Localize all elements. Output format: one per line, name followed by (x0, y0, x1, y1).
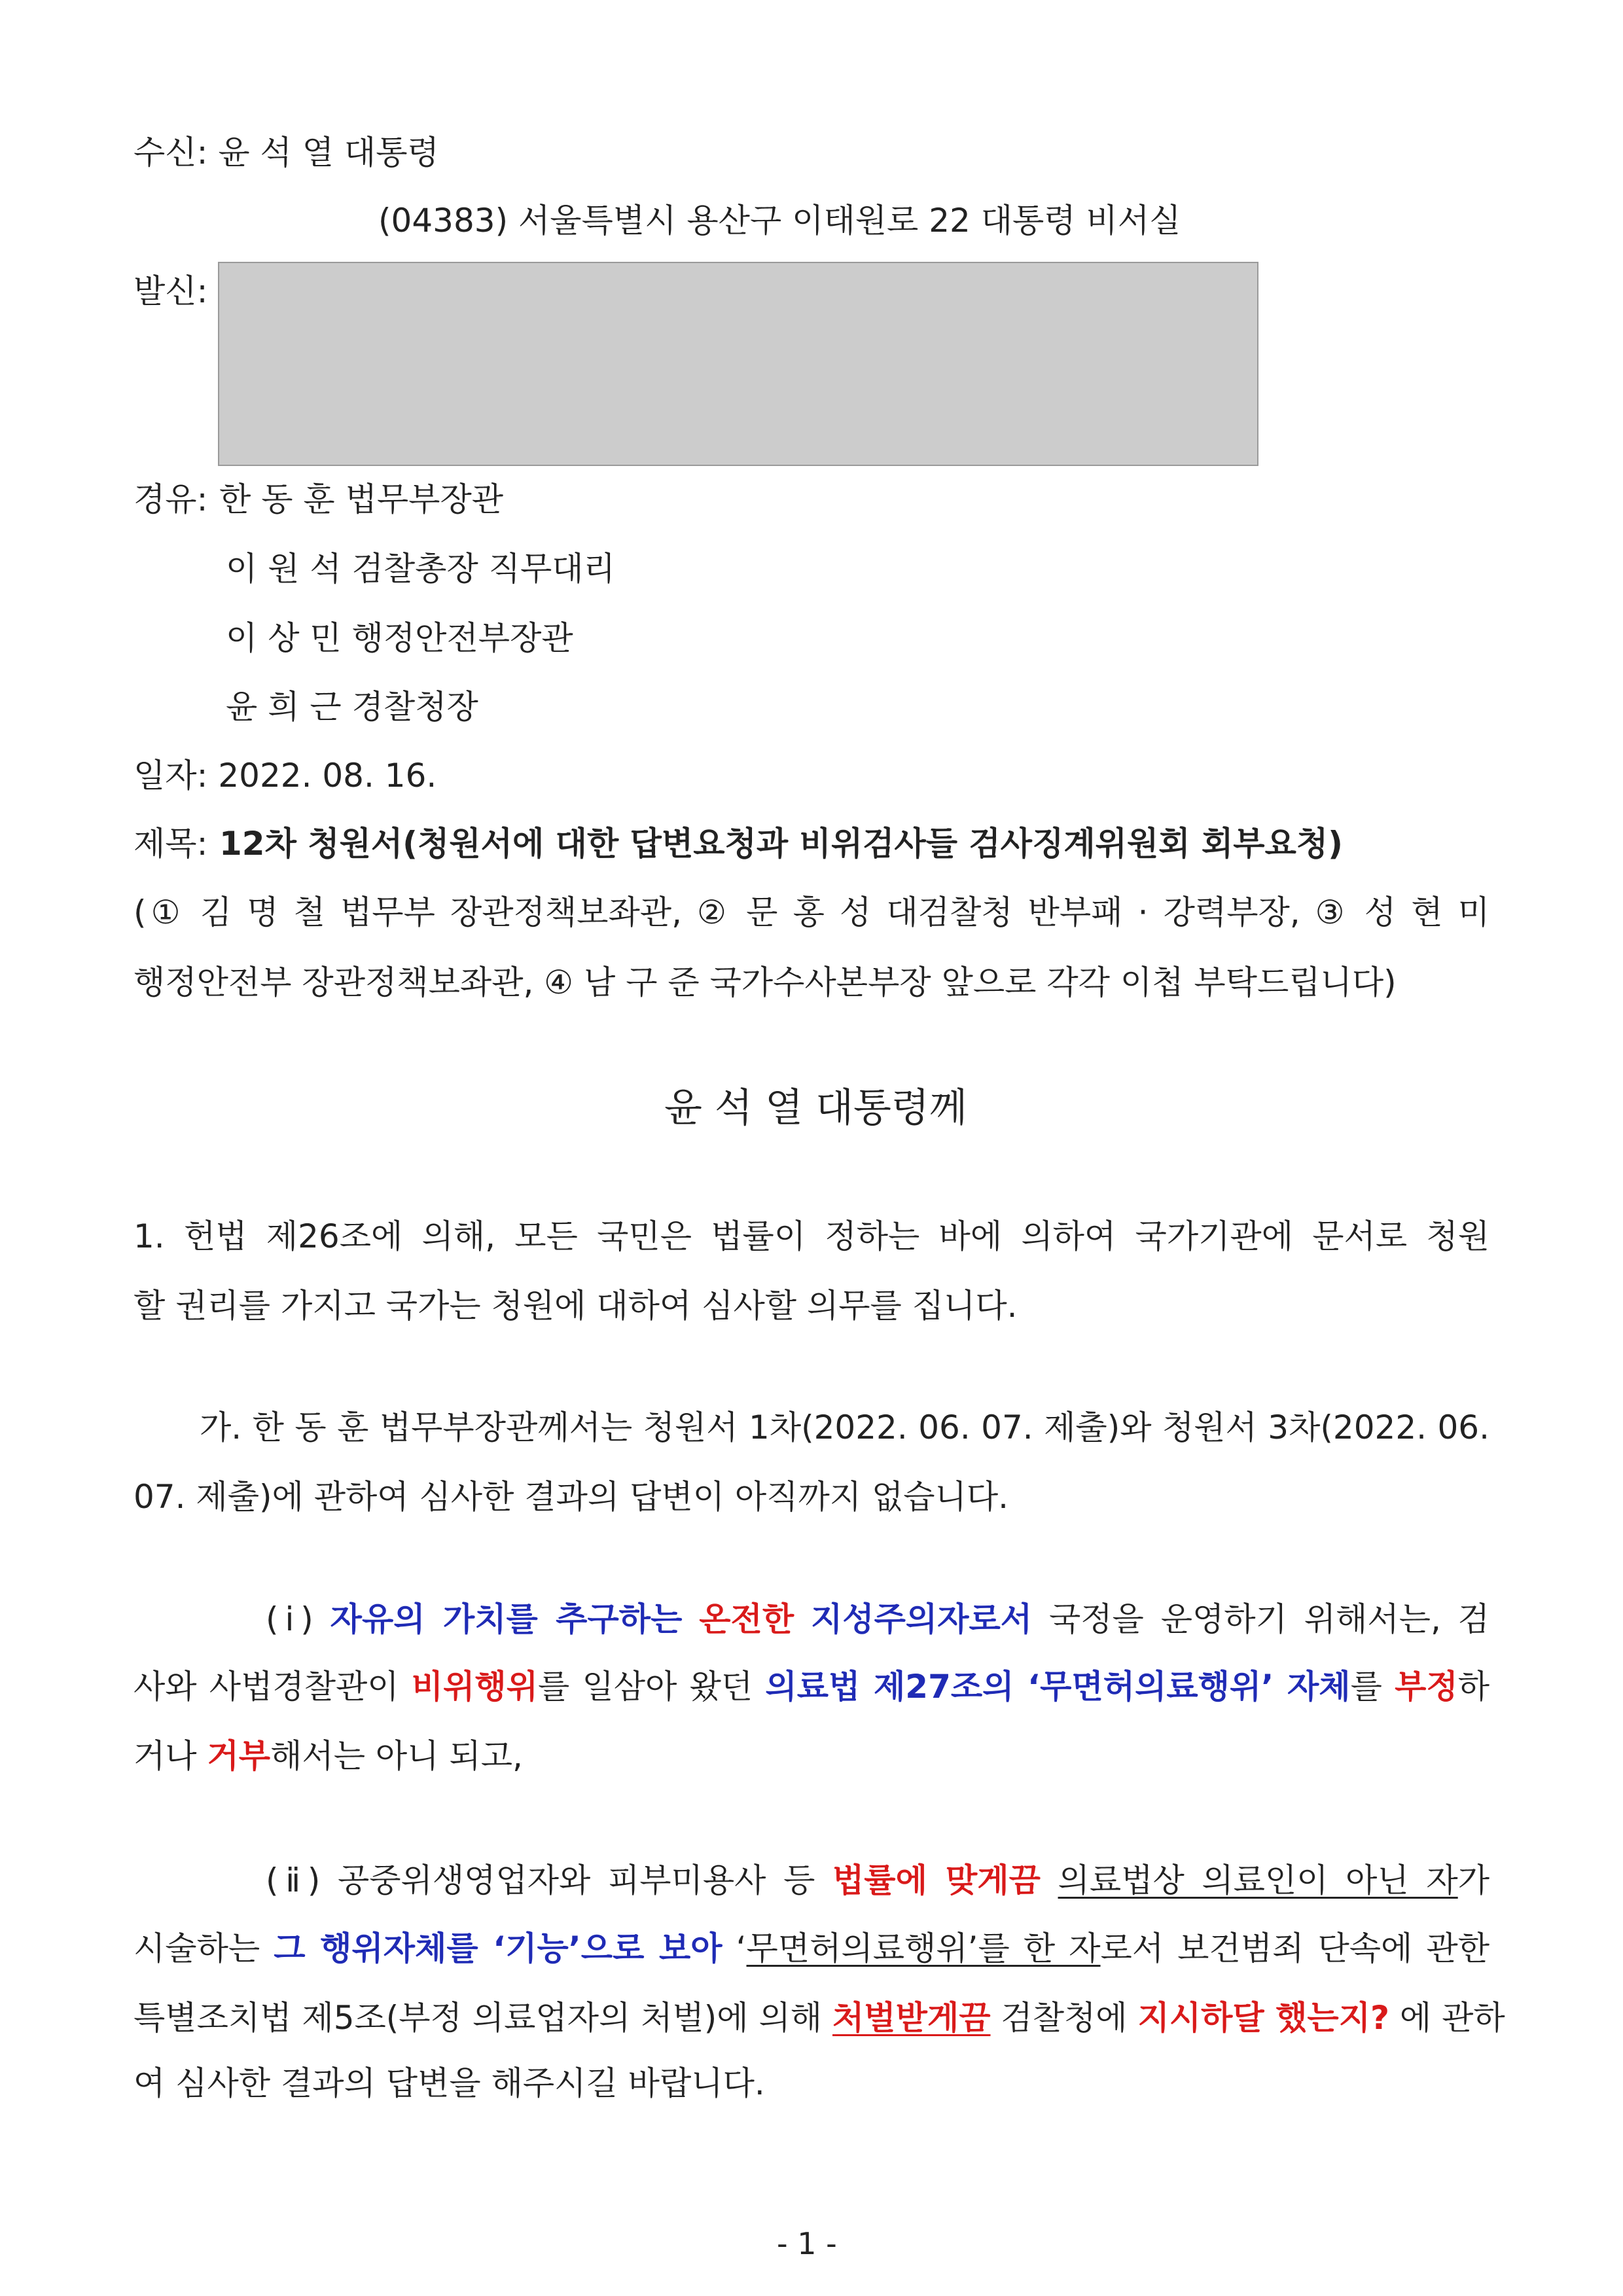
via-item: 이 상 민 행정안전부장관 (226, 619, 573, 657)
paragraph-4-line: 시술하는 그 행위자체를 ‘기능’으로 보아 ‘무면허의료행위’를 한 자로서 보건범죄 단속에 관한 (134, 1929, 1489, 1967)
emphasis-text: 부정 (1395, 1668, 1458, 1706)
sender-label: 발신: (134, 272, 208, 310)
transfer-note-line: (① 김 명 철 법무부 장관정책보좌관, ② 문 홍 성 대검찰청 반부패 · 강력부장, ③ 성 현 미 (134, 893, 1489, 931)
emphasis-text: 비위행위 (411, 1668, 538, 1706)
paragraph-3-line: (ⅰ) 자유의 가치를 추구하는 온전한 지성주의자로서 국정을 운영하기 위해서는, 검 (266, 1600, 1489, 1638)
paragraph-4-line: 여 심사한 결과의 답변을 해주시길 바랍니다. (134, 2064, 765, 2102)
emphasis-text: 온전한 (699, 1600, 794, 1638)
address-line: (04383) 서울특별시 용산구 이태원로 22 대통령 비서실 (378, 202, 1181, 240)
via-item: 윤 희 근 경찰청장 (226, 688, 478, 726)
emphasis-text: 처벌받게끔 (832, 1999, 991, 2037)
underlined-text: 무면허의료행위’를 한 자 (746, 1929, 1101, 1967)
recipient-line: 수신: 윤 석 열 대통령 (134, 134, 439, 171)
paragraph-1-line: 1. 헌법 제26조에 의해, 모든 국민은 법률이 정하는 바에 의하여 국가기관에 문서로 청원 (134, 1217, 1489, 1255)
via-item: 이 원 석 검찰총장 직무대리 (226, 550, 615, 588)
emphasis-text: 그 행위자체를 ‘기능’으로 보아 (274, 1929, 722, 1967)
subject-title: 12차 청원서(청원서에 대한 답변요청과 비위검사들 검사징계위원회 회부요청) (219, 825, 1344, 863)
via-label: 경유: (134, 480, 208, 518)
via-item: 한 동 훈 법무부장관 (219, 480, 504, 518)
paragraph-2-line: 가. 한 동 훈 법무부장관께서는 청원서 1차(2022. 06. 07. 제출)와 청원서 3차(2022. 06. (200, 1408, 1489, 1446)
emphasis-text: 법률에 맞게끔 (832, 1861, 1041, 1899)
emphasis-text: 의료법 제27조의 ‘무면허의료행위’ 자체 (765, 1668, 1351, 1706)
date-line: 일자: 2022. 08. 16. (134, 757, 437, 795)
emphasis-text: 지시하달 했는지? (1137, 1999, 1390, 2037)
paragraph-4-line: 특별조치법 제5조(부정 의료업자의 처벌)에 의해 처벌받게끔 검찰청에 지시하달 했는지? 에 관하 (134, 1999, 1505, 2037)
paragraph-1-line: 할 권리를 가지고 국가는 청원에 대하여 심사할 의무를 집니다. (134, 1287, 1018, 1325)
paragraph-3-line: 거나 거부해서는 아니 되고, (134, 1737, 523, 1775)
redacted-sender-box (218, 262, 1258, 466)
paragraph-4-line: (ⅱ) 공중위생영업자와 피부미용사 등 법률에 맞게끔 의료법상 의료인이 아닌 자가 (266, 1861, 1489, 1899)
page-number: - 1 - (777, 2226, 837, 2261)
emphasis-text: 지성주의자로서 (811, 1600, 1033, 1638)
emphasis-text: 자유의 가치를 추구하는 (330, 1600, 683, 1638)
salutation: 윤 석 열 대통령께 (664, 1085, 967, 1131)
emphasis-text: 거부 (207, 1737, 271, 1775)
underlined-text: 의료법상 의료인이 아닌 자 (1058, 1861, 1458, 1899)
paragraph-2-line: 07. 제출)에 관하여 심사한 결과의 답변이 아직까지 없습니다. (134, 1478, 1009, 1516)
transfer-note-line: 행정안전부 장관정책보좌관, ④ 남 구 준 국가수사본부장 앞으로 각각 이첩 부탁드립니다) (134, 963, 1397, 1001)
paragraph-3-line: 사와 사법경찰관이 비위행위를 일삼아 왔던 의료법 제27조의 ‘무면허의료행위’ 자체를 부정하 (134, 1668, 1490, 1706)
subject-label: 제목: (134, 825, 208, 863)
